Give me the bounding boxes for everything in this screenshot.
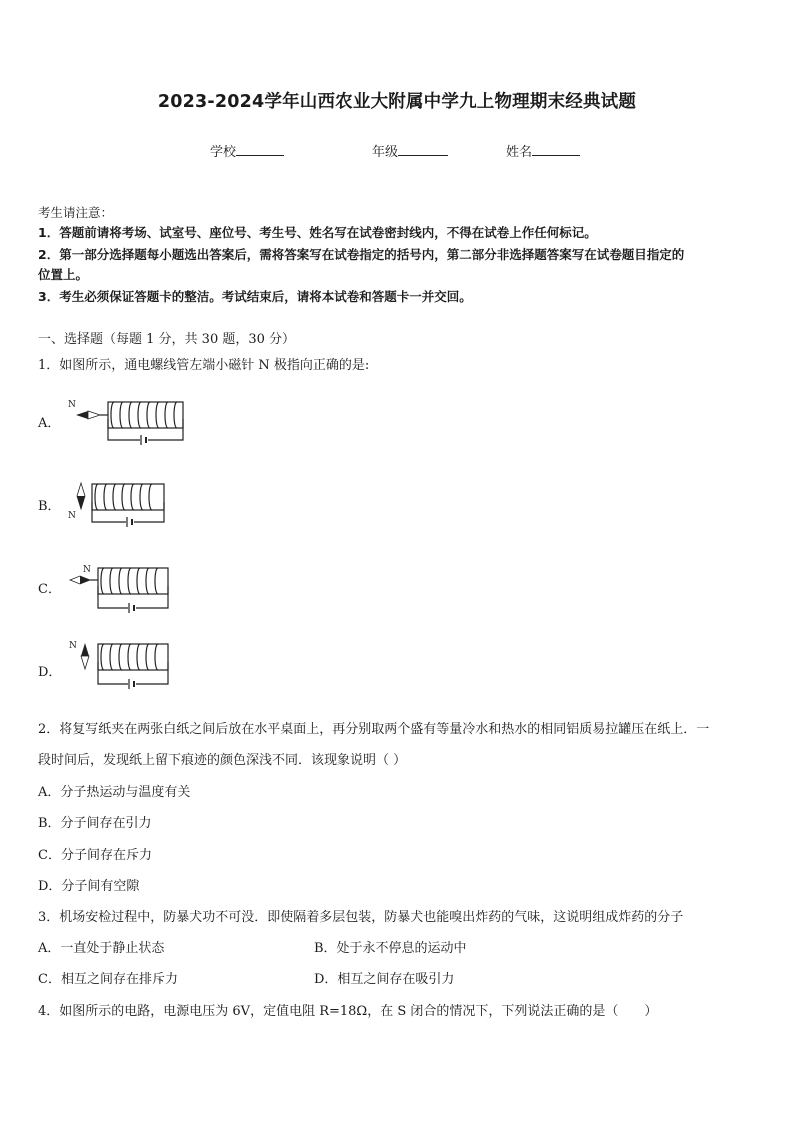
grade-label: 年级 <box>372 145 399 160</box>
solenoid-coil <box>98 644 168 670</box>
compass-needle-icon <box>76 411 100 419</box>
notice-heading: 考生请注意： <box>38 205 114 220</box>
q2-stem-line-1: 2．将复写纸夹在两张白纸之间后放在水平桌面上，再分别取两个盛有等量冷水和热水的相同铝质易拉罐压在纸上．一 <box>38 722 710 737</box>
q3-option-d[interactable]: D．相互之间存在吸引力 <box>314 972 455 987</box>
name-blank[interactable] <box>532 142 580 156</box>
school-blank[interactable] <box>236 142 284 156</box>
q1-option-a-label[interactable]: A． <box>38 416 61 431</box>
q3-stem: 3．机场安检过程中，防暴犬功不可没．即使隔着多层包装，防暴犬也能嗅出炸药的气味，这说明组成炸药的分子 <box>38 910 684 925</box>
q2-option-d[interactable]: D．分子间有空隙 <box>38 879 140 894</box>
notice-item-2-cont: 位置上。 <box>38 267 89 282</box>
q1-figure-d <box>66 638 176 690</box>
solenoid-coil <box>108 402 183 428</box>
q2-option-b[interactable]: B．分子间存在引力 <box>38 816 152 831</box>
compass-needle-icon <box>77 483 85 509</box>
notice-item-1: 1．答题前请将考场、试室号、座位号、考生号、姓名写在试卷密封线内，不得在试卷上作任何标记。 <box>38 225 597 240</box>
name-label: 姓名 <box>506 145 533 160</box>
q3-option-c[interactable]: C．相互之间存在排斥力 <box>38 972 178 987</box>
grade-blank[interactable] <box>398 142 448 156</box>
q2-option-a[interactable]: A．分子热运动与温度有关 <box>38 785 191 800</box>
compass-needle-icon <box>70 576 90 584</box>
notice-item-3: 3．考生必须保证答题卡的整洁。考试结束后，请将本试卷和答题卡一并交回。 <box>38 289 472 304</box>
q3-option-a[interactable]: A．一直处于静止状态 <box>38 941 165 956</box>
solenoid-coil <box>92 484 164 510</box>
q1-figure-c <box>66 562 176 614</box>
q4-stem: 4．如图所示的电路，电源电压为 6V，定值电阻 R=18Ω，在 S 闭合的情况下，下列说法正确的是（ ） <box>38 1004 658 1019</box>
q2-option-c[interactable]: C．分子间存在斥力 <box>38 848 152 863</box>
grade-field[interactable] <box>372 141 448 160</box>
needle-n-label: N <box>83 565 91 575</box>
page-title: 2023-2024学年山西农业大附属中学九上物理期末经典试题 <box>157 92 637 112</box>
q1-option-b-label[interactable]: B． <box>38 499 61 514</box>
q1-option-c-label[interactable]: C． <box>38 582 61 597</box>
q1-stem: 1．如图所示，通电螺线管左端小磁针 N 极指向正确的是: <box>38 358 370 373</box>
name-field[interactable] <box>506 141 580 160</box>
solenoid-coil <box>98 568 168 594</box>
needle-n-label: N <box>68 400 76 410</box>
section-heading: 一、选择题（每题 1 分，共 30 题，30 分） <box>38 332 296 347</box>
q2-stem-line-2: 段时间后，发现纸上留下痕迹的颜色深浅不同．该现象说明（ ） <box>38 753 407 768</box>
school-label: 学校 <box>210 145 237 160</box>
compass-needle-icon <box>81 643 89 669</box>
needle-n-label: N <box>69 641 77 651</box>
notice-item-2: 2．第一部分选择题每小题选出答案后，需将答案写在试卷指定的括号内，第二部分非选择题答案写在试卷题目指定的 <box>38 247 685 262</box>
needle-n-label: N <box>68 511 76 521</box>
q1-option-d-label[interactable]: D． <box>38 665 62 680</box>
q3-option-b[interactable]: B．处于永不停息的运动中 <box>314 941 467 956</box>
q1-figure-a <box>66 395 191 445</box>
school-field[interactable] <box>210 141 284 160</box>
q1-figure-b <box>66 478 176 528</box>
